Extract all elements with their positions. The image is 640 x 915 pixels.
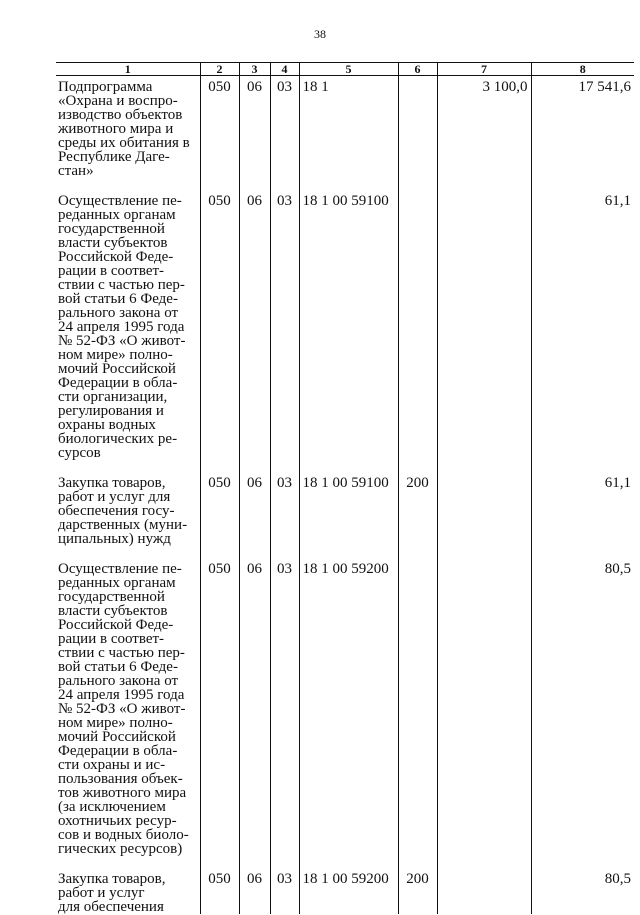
target-article-code: 18 1 00 59200: [299, 868, 398, 914]
table-row: [56, 76, 634, 179]
amount-col7: [437, 190, 531, 460]
table-row: [56, 472, 634, 546]
column-header: 5: [299, 63, 398, 76]
expense-type-code: [398, 76, 437, 179]
row-name: Закупка товаров, работ и услуг для обеспечения госу- дарственных (муни- ципальных) нужд: [58, 475, 188, 547]
expense-type-code: 200: [398, 868, 437, 914]
table-row: [56, 558, 634, 856]
amount-col7: [437, 472, 531, 546]
amount-col8: 61,1: [531, 472, 634, 546]
table-row: [56, 868, 634, 914]
ministry-code: 050: [200, 190, 239, 460]
page-number: 38: [314, 27, 326, 41]
column-header: 3: [239, 63, 270, 76]
row-name: Подпрограмма «Охрана и воспро- изводство объектов животного мира и среды их обитания в Республике Даге- стан»: [58, 79, 190, 179]
section-code: 06: [239, 76, 270, 179]
column-header: 4: [270, 63, 299, 76]
target-article-code: 18 1 00 59200: [299, 558, 398, 856]
table-row: [56, 190, 634, 460]
row-gap: [56, 460, 634, 472]
amount-col8: 80,5: [531, 868, 634, 914]
amount-col8: 80,5: [531, 558, 634, 856]
amount-col8: 61,1: [531, 190, 634, 460]
row-name: Осуществление пе- реданных органам государственной власти субъектов Российской Феде- рации в соответ- ствии с частью пер- вой статьи 6 Феде- рального закона от 24 апреля 1995 года № 52-ФЗ «О живот- ном мире» полно- мочий Российской Федерации в обла- сти организации, регулирования и охраны водных биологических ре- сурсов: [58, 193, 186, 461]
column-header: 1: [56, 63, 200, 76]
row-gap: [56, 178, 634, 190]
expense-type-code: [398, 558, 437, 856]
expense-type-code: [398, 190, 437, 460]
column-header: 7: [437, 63, 531, 76]
section-code: 06: [239, 558, 270, 856]
column-header: 6: [398, 63, 437, 76]
amount-col7: [437, 558, 531, 856]
ministry-code: 050: [200, 472, 239, 546]
column-header: 8: [531, 63, 634, 76]
row-name: Осуществление пе- реданных органам государственной власти субъектов Российской Феде- рации в соответ- ствии с частью пер- вой статьи 6 Феде- рального закона от 24 апреля 1995 года № 52-ФЗ «О живот- ном мире» полно- мочий Российской Федерации в обла- сти охраны и ис- пользования объек- тов животного мира (за исключением охотничьих ресур- сов и водных биоло- гических ресурсов): [58, 561, 189, 857]
ministry-code: 050: [200, 558, 239, 856]
subsection-code: 03: [270, 868, 299, 914]
column-header: 2: [200, 63, 239, 76]
row-gap: [56, 856, 634, 868]
amount-col7: 3 100,0: [437, 76, 531, 179]
section-code: 06: [239, 190, 270, 460]
target-article-code: 18 1 00 59100: [299, 472, 398, 546]
subsection-code: 03: [270, 76, 299, 179]
target-article-code: 18 1: [299, 76, 398, 179]
subsection-code: 03: [270, 558, 299, 856]
amount-col7: [437, 868, 531, 914]
budget-table: [56, 62, 634, 914]
ministry-code: 050: [200, 868, 239, 914]
column-header-row: [56, 63, 634, 76]
section-code: 06: [239, 868, 270, 914]
amount-col8: 17 541,6: [531, 76, 634, 179]
target-article-code: 18 1 00 59100: [299, 190, 398, 460]
section-code: 06: [239, 472, 270, 546]
ministry-code: 050: [200, 76, 239, 179]
subsection-code: 03: [270, 472, 299, 546]
expense-type-code: 200: [398, 472, 437, 546]
row-gap: [56, 546, 634, 558]
subsection-code: 03: [270, 190, 299, 460]
row-name: Закупка товаров, работ и услуг для обеспечения: [58, 871, 166, 915]
